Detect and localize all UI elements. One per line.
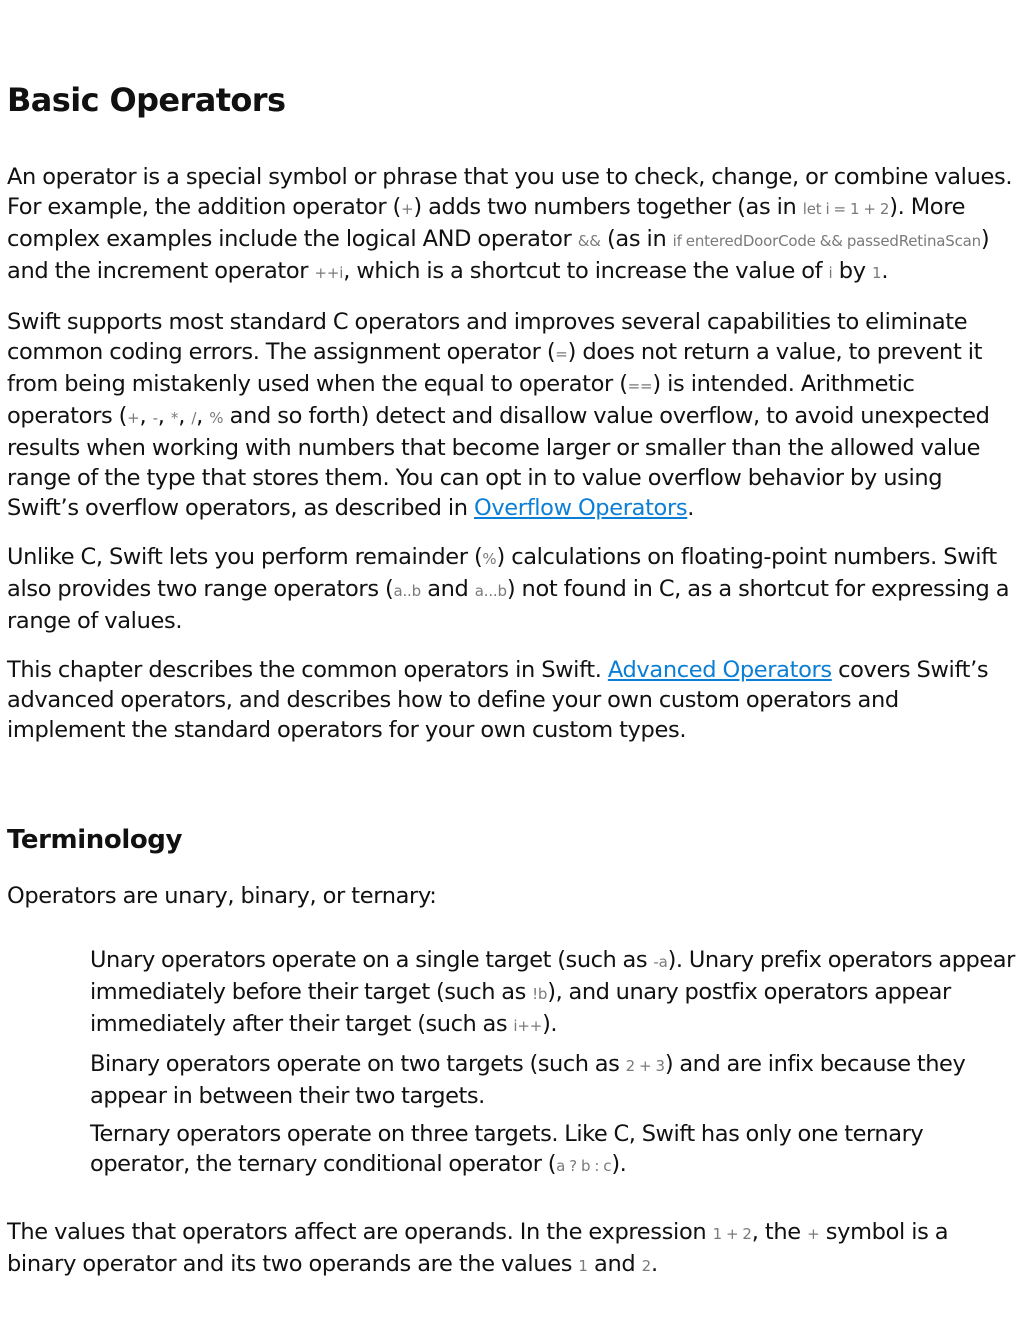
code-snippet: + bbox=[401, 200, 414, 218]
code-snippet: 1 bbox=[872, 264, 882, 282]
text: The values that operators affect are operands. In the expression bbox=[7, 1219, 713, 1245]
code-snippet: i bbox=[828, 264, 833, 282]
code-snippet: + bbox=[807, 1225, 820, 1243]
code-snippet: let i = 1 + 2 bbox=[802, 200, 890, 218]
text: Swift supports most standard C operators and improves several capabilities to eliminate common coding errors. The assignment operator ( bbox=[7, 309, 968, 365]
text: ) and the increment operator bbox=[7, 226, 990, 284]
code-snippet: + bbox=[127, 409, 140, 427]
text: ) calculations on floating-point numbers. Swift also provides two range operators ( bbox=[7, 544, 997, 602]
text: ). More complex examples include the logical AND operator bbox=[7, 194, 966, 252]
page-title: Basic Operators bbox=[7, 81, 286, 119]
code-snippet: a...b bbox=[474, 582, 507, 600]
chapter-paragraph bbox=[7, 655, 1016, 745]
code-snippet: % bbox=[482, 550, 497, 568]
list-item-unary bbox=[90, 945, 1016, 1041]
text: ), and unary postfix operators appear immediately after their target (such as bbox=[90, 979, 951, 1037]
code-snippet: 2 + 3 bbox=[625, 1057, 665, 1075]
operator-types-list bbox=[7, 945, 1016, 1181]
text: and so forth) detect and disallow value overflow, to avoid unexpected results when working with numbers that become larger or smaller than the allowed value range of the type that stores them. You can opt in to value overflow behavior by using Swift’s overflow operators, as described in bbox=[7, 403, 990, 521]
code-snippet: -a bbox=[653, 953, 668, 971]
text: An operator is a special symbol or phrase that you use to check, change, or combine values. For example, the addition operator ( bbox=[7, 164, 1013, 220]
text: covers Swift’s advanced operators, and describes how to define your own custom operators and implement the standard operators for your own custom types. bbox=[7, 657, 989, 743]
text: ) is intended. Arithmetic operators ( bbox=[7, 371, 915, 429]
code-snippet: 1 + 2 bbox=[712, 1225, 752, 1243]
text: and bbox=[420, 576, 475, 602]
terminology-heading: Terminology bbox=[7, 825, 183, 855]
code-snippet: && bbox=[577, 232, 601, 250]
code-snippet: a..b bbox=[393, 582, 421, 600]
text: . bbox=[687, 495, 695, 521]
text: ) does not return a value, to prevent it from being mistakenly used when the equal to operator ( bbox=[7, 339, 983, 397]
code-snippet: * bbox=[170, 409, 179, 427]
text: , bbox=[196, 403, 210, 429]
code-snippet: if enteredDoorCode && passedRetinaScan bbox=[672, 232, 981, 250]
advanced-operators-link[interactable]: Advanced Operators bbox=[607, 657, 832, 683]
text: , bbox=[139, 403, 153, 429]
code-snippet: a ? b : c bbox=[556, 1157, 612, 1175]
text: Binary operators operate on two targets (such as bbox=[90, 1051, 626, 1077]
text: , bbox=[157, 403, 171, 429]
text: ). bbox=[611, 1151, 627, 1177]
intro-paragraph bbox=[7, 162, 1016, 288]
text: ) not found in C, as a shortcut for expressing a range of values. bbox=[7, 576, 1010, 634]
code-snippet: ++i bbox=[314, 264, 344, 282]
text: symbol is a binary operator and its two operands are the values bbox=[7, 1219, 949, 1277]
code-snippet: == bbox=[627, 377, 653, 395]
overflow-operators-link[interactable]: Overflow Operators bbox=[473, 495, 688, 521]
remainder-paragraph bbox=[7, 542, 1016, 636]
text: . bbox=[650, 1251, 658, 1277]
code-snippet: 2 bbox=[641, 1257, 651, 1275]
text: , which is a shortcut to increase the value of bbox=[343, 258, 829, 284]
text: ). bbox=[542, 1011, 558, 1037]
text: Ternary operators operate on three targets. Like C, Swift has only one ternary operator, the ternary conditional operator ( bbox=[90, 1121, 924, 1177]
list-item-ternary bbox=[90, 1119, 1016, 1181]
text: Unary operators operate on a single target (such as bbox=[90, 947, 654, 973]
binary-definition bbox=[90, 1049, 1016, 1111]
list-item-binary bbox=[90, 1049, 1016, 1111]
unary-definition bbox=[90, 945, 1016, 1041]
text: , the bbox=[751, 1219, 808, 1245]
ternary-definition bbox=[90, 1119, 1016, 1181]
code-snippet: = bbox=[555, 345, 568, 363]
text: . bbox=[881, 258, 889, 284]
code-snippet: % bbox=[209, 409, 224, 427]
text: This chapter describes the common operators in Swift. bbox=[7, 657, 608, 683]
operands-paragraph bbox=[7, 1217, 1016, 1281]
text: ). Unary prefix operators appear immediately before their target (such as bbox=[90, 947, 1015, 1005]
code-snippet: 1 bbox=[578, 1257, 588, 1275]
code-snippet: !b bbox=[532, 985, 548, 1003]
text: ) adds two numbers together (as in bbox=[413, 194, 803, 220]
code-snippet: i++ bbox=[513, 1017, 543, 1035]
terminology-intro: Operators are unary, binary, or ternary: bbox=[7, 883, 437, 909]
code-snippet: - bbox=[152, 409, 158, 427]
text: Unlike C, Swift lets you perform remainder ( bbox=[7, 544, 483, 570]
text: , bbox=[178, 403, 192, 429]
text: and bbox=[587, 1251, 642, 1277]
text: ) and are infix because they appear in between their two targets. bbox=[90, 1051, 966, 1109]
support-paragraph bbox=[7, 307, 1016, 523]
text: (as in bbox=[600, 226, 673, 252]
code-snippet: / bbox=[191, 409, 197, 427]
text: by bbox=[832, 258, 873, 284]
